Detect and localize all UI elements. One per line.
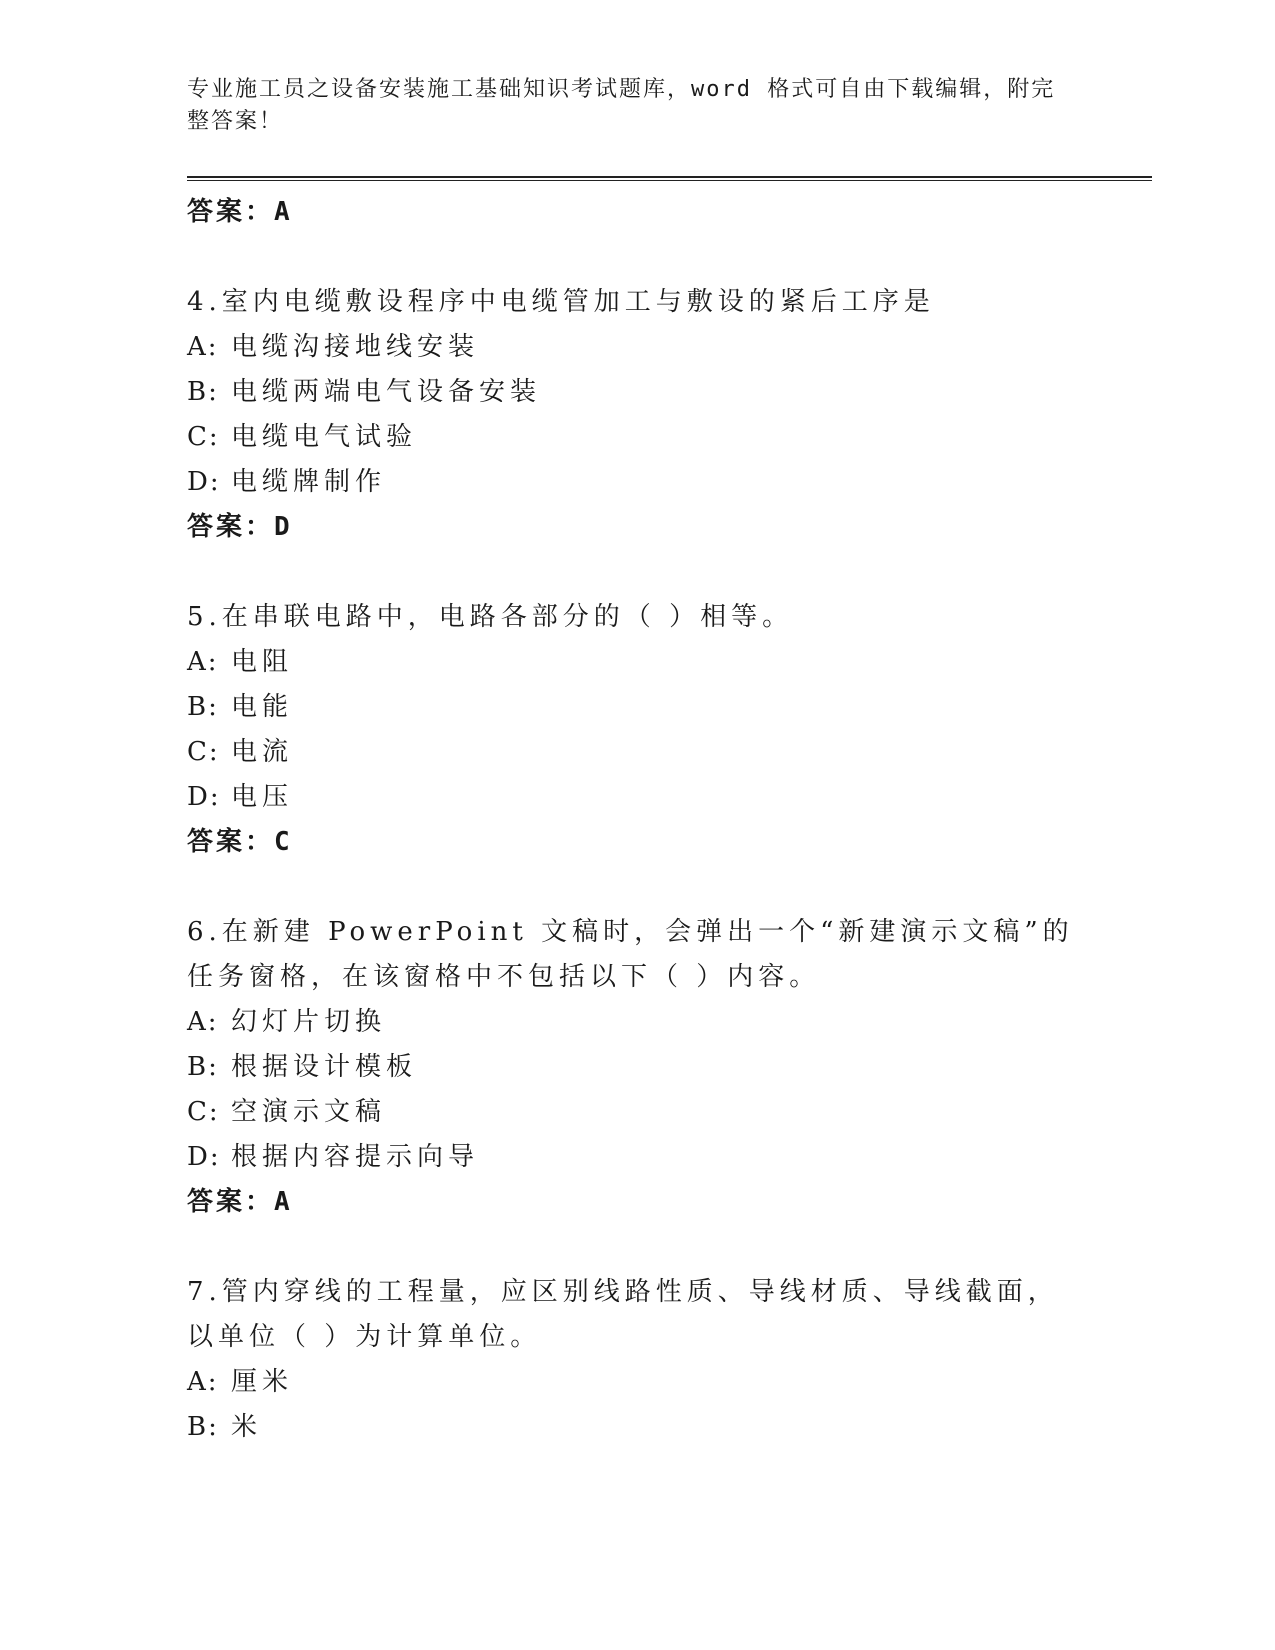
option-b [187, 1405, 1087, 1450]
option-a [187, 640, 1087, 685]
question-stem: 5.在串联电路中，电路各部分的（ ）相等。 [187, 602, 794, 632]
question-stem: 7.管内穿线的工程量，应区别线路性质、导线材质、导线截面，以单位（ ）为计算单位。 [187, 1277, 1059, 1352]
answer-value: A [274, 1187, 291, 1217]
option-d [187, 775, 1087, 820]
option-b [187, 1045, 1087, 1090]
option-key: C: [187, 1097, 220, 1127]
question-item [187, 595, 1087, 864]
answer-label: 答案： [187, 197, 275, 227]
header-divider [187, 176, 1152, 181]
option-c [187, 415, 1087, 460]
option-key: A: [187, 1007, 219, 1037]
option-key: B: [187, 1412, 219, 1442]
option-text: 根据设计模板 [231, 1052, 418, 1082]
option-c [187, 1090, 1087, 1135]
option-key: B: [187, 692, 219, 722]
option-text: 电缆沟接地线安装 [231, 332, 480, 362]
option-text: 电压 [231, 782, 294, 812]
option-text: 根据内容提示向导 [231, 1142, 480, 1172]
option-text: 电能 [231, 692, 294, 722]
option-key: B: [187, 1052, 219, 1082]
option-text: 电缆电气试验 [231, 422, 418, 452]
question-stem: 6.在新建 PowerPoint 文稿时，会弹出一个“新建演示文稿”的任务窗格，在该窗格中不包括以下（ ）内容。 [187, 917, 1074, 992]
option-text: 电阻 [231, 647, 294, 677]
option-text: 空演示文稿 [231, 1097, 387, 1127]
answer-value: C [274, 827, 291, 857]
answer-value: A [274, 197, 291, 227]
option-key: B: [187, 377, 219, 407]
option-a [187, 1000, 1087, 1045]
option-key: A: [187, 647, 219, 677]
option-key: D: [187, 467, 221, 497]
question-list [187, 190, 1087, 1450]
option-text: 电流 [231, 737, 294, 767]
option-b [187, 685, 1087, 730]
option-key: A: [187, 1367, 219, 1397]
option-d [187, 1135, 1087, 1180]
option-a [187, 325, 1087, 370]
option-key: A: [187, 332, 219, 362]
answer-line [187, 1180, 1087, 1224]
question-item [187, 910, 1087, 1224]
answer-line [187, 505, 1087, 549]
option-text: 幻灯片切换 [231, 1007, 387, 1037]
question-item [187, 1270, 1087, 1450]
question-item [187, 280, 1087, 549]
option-text: 电缆牌制作 [231, 467, 387, 497]
option-b [187, 370, 1087, 415]
answer-line [187, 820, 1087, 864]
option-text: 电缆两端电气设备安装 [231, 377, 542, 407]
option-key: D: [187, 1142, 221, 1172]
option-c [187, 730, 1087, 775]
option-text: 厘米 [231, 1367, 294, 1397]
option-key: C: [187, 422, 220, 452]
option-key: D: [187, 782, 221, 812]
answer-line [187, 190, 1087, 234]
option-key: C: [187, 737, 220, 767]
option-d [187, 460, 1087, 505]
answer-label: 答案： [187, 827, 275, 857]
option-a [187, 1360, 1087, 1405]
answer-label: 答案： [187, 512, 275, 542]
option-text: 米 [231, 1412, 263, 1442]
question-stem: 4.室内电缆敷设程序中电缆管加工与敷设的紧后工序是 [187, 287, 935, 317]
answer-label: 答案： [187, 1187, 275, 1217]
answer-value: D [274, 512, 291, 542]
document-header-title: 专业施工员之设备安装施工基础知识考试题库，word 格式可自由下载编辑，附完整答案！ [187, 77, 1056, 134]
